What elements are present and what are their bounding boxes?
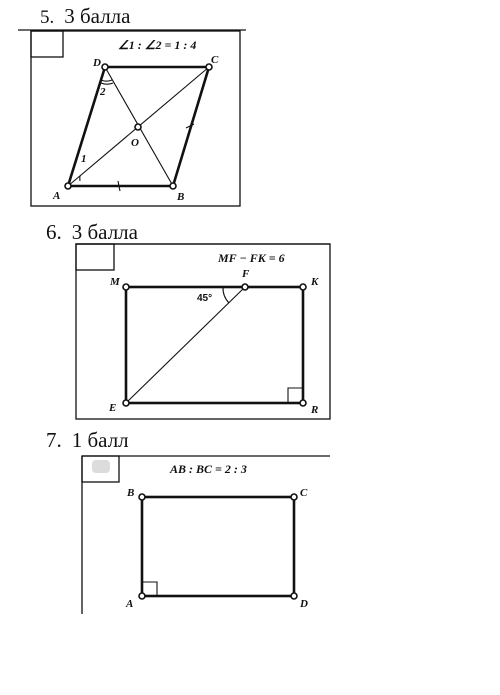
- p6-point-f: [242, 284, 248, 290]
- p6-point-m: [123, 284, 129, 290]
- p5-point-a: [65, 183, 71, 189]
- p7-point-b: [139, 494, 145, 500]
- problem-6-points: 3 балла: [71, 220, 138, 244]
- p5-point-o: [135, 124, 141, 130]
- p6-point-e: [123, 400, 129, 406]
- problem-7-diagram: [82, 456, 330, 614]
- p7-answer-box-smudge: [92, 460, 110, 473]
- p5-label-angle-2: 2: [100, 86, 106, 98]
- p7-condition: AB : BC = 2 : 3: [170, 462, 247, 476]
- p5-label-d: D: [93, 57, 101, 69]
- p6-label-r: R: [311, 404, 319, 416]
- p5-label-b: B: [177, 191, 185, 203]
- p7-label-c: C: [300, 487, 308, 499]
- problem-7-number: 7.: [46, 428, 62, 452]
- p6-point-k: [300, 284, 306, 290]
- problem-6-diagram: [76, 244, 330, 419]
- problem-7-points: 1 балл: [71, 428, 129, 452]
- p5-angle-2-arc-double: [101, 83, 113, 84]
- p5-label-angle-1: 1: [81, 153, 87, 165]
- p6-point-r: [300, 400, 306, 406]
- problem-6-number: 6.: [46, 220, 62, 244]
- p6-label-k: K: [311, 276, 319, 288]
- p7-label-a: A: [126, 598, 134, 610]
- p7-rectangle-abcd: [142, 497, 294, 596]
- p5-point-d: [102, 64, 108, 70]
- p6-answer-box: [76, 244, 114, 270]
- p5-label-a: A: [53, 190, 61, 202]
- p6-rectangle-mkre: [126, 287, 303, 403]
- p5-angle-2-arc: [101, 80, 112, 81]
- p7-label-b: B: [127, 487, 135, 499]
- problem-5-points: 3 балла: [64, 4, 131, 28]
- p6-angle-arc: [223, 287, 229, 303]
- p5-condition: ∠1 : ∠2 = 1 : 4: [118, 38, 197, 52]
- p6-segment-ef: [126, 287, 245, 403]
- p6-label-f: F: [242, 268, 250, 280]
- p7-label-d: D: [300, 598, 308, 610]
- p6-label-angle: 45°: [197, 293, 213, 304]
- p5-point-b: [170, 183, 176, 189]
- p5-answer-box: [31, 31, 63, 57]
- p6-label-e: E: [109, 402, 117, 414]
- p5-label-o: O: [131, 137, 139, 149]
- p6-label-m: M: [110, 276, 120, 288]
- p7-point-a: [139, 593, 145, 599]
- p7-point-c: [291, 494, 297, 500]
- p6-condition: MF − FK = 6: [218, 251, 285, 265]
- p5-label-c: C: [211, 54, 219, 66]
- problem-5-diagram: [18, 30, 246, 206]
- p7-point-d: [291, 593, 297, 599]
- problem-5-number: 5.: [40, 7, 55, 28]
